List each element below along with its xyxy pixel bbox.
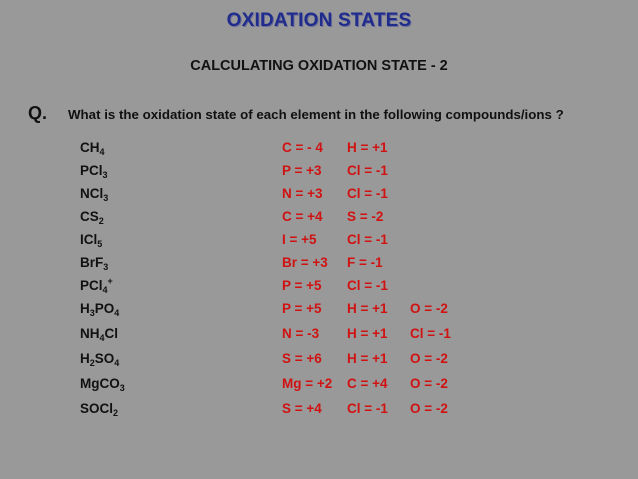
oxidation-state: Br = +3 [282,255,328,270]
oxidation-state: Cl = -1 [410,326,451,341]
compound-formula: BrF$_3$ [80,255,109,272]
compound-formula: SOCl$_2$ [80,401,119,418]
oxidation-state: C = +4 [347,376,388,391]
oxidation-state: H = +1 [347,301,388,316]
compound-row [0,376,638,396]
compound-row [0,301,638,321]
oxidation-state: P = +5 [282,301,322,316]
oxidation-state: C = +4 [282,209,323,224]
question-label: Q. [28,103,48,123]
compound-formula: ICl$_5$ [80,232,103,249]
oxidation-state: H = +1 [347,140,388,155]
oxidation-state: N = +3 [282,186,323,201]
compound-row [0,163,638,183]
compound-formula: $H_2SO_4$ [80,351,120,368]
compound-formula: PCl$_4$+ [80,276,113,295]
compound-formula: MgCO$_3$ [80,376,125,393]
oxidation-state: F = -1 [347,255,383,270]
compound-row [0,186,638,206]
oxidation-state: H = +1 [347,326,388,341]
compound-row [0,351,638,371]
oxidation-state: O = -2 [410,401,448,416]
oxidation-state: P = +5 [282,278,322,293]
oxidation-state: Cl = -1 [347,163,388,178]
oxidation-state: S = +6 [282,351,322,366]
compound-formula: $CS_2$ [80,209,104,226]
compound-row [0,326,638,346]
oxidation-state: Mg = +2 [282,376,333,391]
oxidation-state: Cl = -1 [347,401,388,416]
oxidation-state: S = +4 [282,401,322,416]
oxidation-state: N = -3 [282,326,320,341]
oxidation-state: Cl = -1 [347,232,388,247]
oxidation-state: H = +1 [347,351,388,366]
oxidation-state: C = - 4 [282,140,323,155]
slide-title: OXIDATION STATES [226,10,412,31]
oxidation-state: O = -2 [410,301,448,316]
compound-row [0,401,638,421]
compound-row [0,278,638,298]
slide-subtitle: CALCULATING OXIDATION STATE - 2 [190,58,448,74]
oxidation-state: P = +3 [282,163,322,178]
compound-row [0,232,638,252]
compound-row [0,140,638,160]
compound-formula: PCl$_3$ [80,163,108,180]
oxidation-state: Cl = -1 [347,186,388,201]
compound-formula: $H_3PO_4$ [80,301,120,318]
oxidation-state: O = -2 [410,351,448,366]
oxidation-state: I = +5 [282,232,317,247]
oxidation-state: O = -2 [410,376,448,391]
question-text: What is the oxidation state of each element in the following compounds/ions ? [68,107,564,122]
compound-formula: $NH_4Cl$ [80,326,119,343]
compound-row [0,255,638,275]
compound-formula: NCl$_3$ [80,186,109,203]
compound-row [0,209,638,229]
oxidation-state: Cl = -1 [347,278,388,293]
oxidation-state: S = -2 [347,209,384,224]
compound-formula: $CH_4$ [80,140,105,157]
